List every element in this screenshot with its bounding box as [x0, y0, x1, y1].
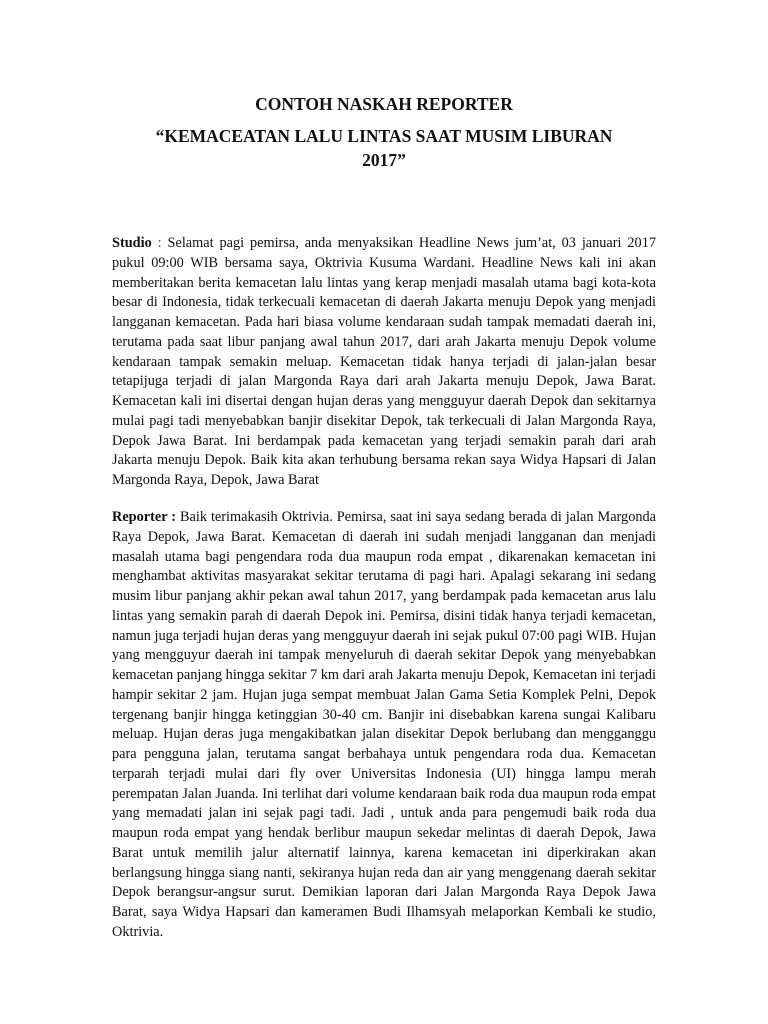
speaker-label: Reporter :	[112, 509, 177, 525]
studio-paragraph	[112, 234, 656, 491]
reporter-paragraph	[112, 508, 656, 943]
speaker-label: Studio	[112, 235, 152, 251]
speaker-separator: :	[151, 235, 168, 251]
document-title: CONTOH NASKAH REPORTER	[255, 94, 513, 114]
paragraph-text: Baik terimakasih Oktrivia. Pemirsa, saat ini saya sedang berada di jalan Margonda Raya Depok, Jawa Barat. Kemacetan di daerah ini sudah menjadi langganan dan menjadi masalah utama bagi pengendara roda dua maupun roda empat , dikarenakan kemacetan ini menghambat aktivitas masyarakat sekitar terutama di pagi hari. Apalagi sekarang ini sedang musim libur panjang akhir pekan awal tahun 2017, yang berdampak pada kemacetan arus lalu lintas yang semakin parah di daerah Depok ini. Pemirsa, disini tidak hanya terjadi kemacetan, namun juga terjadi hujan deras yang mengguyur daerah ini sejak pukul 07:00 pagi WIB. Hujan yang mengguyur daerah ini tampak menyeluruh di daerah sekitar Depok yang menyebabkan kemacetan panjang hingga sekitar 7 km dari arah Jakarta menuju Depok, Kemacetan ini terjadi hampir sekitar 2 jam. Hujan juga sempat membuat Jalan Gama Setia Komplek Pelni, Depok tergenang banjir hingga ketinggian 30-40 cm. Banjir ini disebabkan karena sungai Kalibaru meluap. Hujan deras juga mengakibatkan jalan disekitar Depok berlubang dan mengganggu para pengguna jalan, terutama sangat berbahaya untuk pengendara roda dua. Kemacetan terparah terjadi mulai dari fly over Universitas Indonesia (UI) hingga lampu merah perempatan Jalan Juanda. Ini terlihat dari volume kendaraan baik roda dua maupun roda empat yang memadati jalan ini sejak pagi tadi. Jadi , untuk anda para pengemudi baik roda dua maupun roda empat yang hendak berlibur maupun sekedar melintas di daerah Depok, Jawa Barat untuk memilih jalur alternatif lainnya, karena kemacetan ini diperkirakan akan berlangsung hingga siang nanti, sekiranya hujan reda dan air yang menggenang daerah sekitar Depok berangsur-angsur surut. Demikian laporan dari Jalan Margonda Raya Depok Jawa Barat, saya Widya Hapsari dan kameramen Budi Ilhamsyah melaporkan Kembali ke studio, Oktrivia.	[112, 509, 656, 940]
document-subtitle: “KEMACEATAN LALU LINTAS SAAT MUSIM LIBURAN 2017”	[155, 126, 613, 170]
paragraph-text: Selamat pagi pemirsa, anda menyaksikan Headline News jum’at, 03 januari 2017 pukul 09:00 WIB bersama saya, Oktrivia Kusuma Wardani. Headline News kali ini akan memberitakan berita kemacetan lalu lintas yang kerap menjadi masalah utama bagi kota-kota besar di Indonesia, tidak terkecuali kemacetan di daerah Jakarta menuju Depok yang menjadi langganan kemacetan. Pada hari biasa volume kendaraan sudah tampak memadati daerah ini, terutama pada saat libur panjang awal tahun 2017, dari arah Jakarta menuju Depok volume kendaraan tampak semakin meluap. Kemacetan tidak hanya terjadi di jalan-jalan besar tetapijuga terjadi di jalan Margonda Raya dari arah Jakarta menuju Depok, Jawa Barat. Kemacetan kali ini disertai dengan hujan deras yang mengguyur daerah Depok dan sekitarnya mulai pagi tadi menyebabkan banjir disekitar Depok, tak terkecuali di Jalan Margonda Raya, Depok Jawa Barat. Ini berdampak pada kemacetan yang terjadi semakin parah dari arah Jakarta menuju Depok. Baik kita akan terhubung bersama rekan saya Widya Hapsari di Jalan Margonda Raya, Depok, Jawa Barat	[112, 235, 656, 488]
